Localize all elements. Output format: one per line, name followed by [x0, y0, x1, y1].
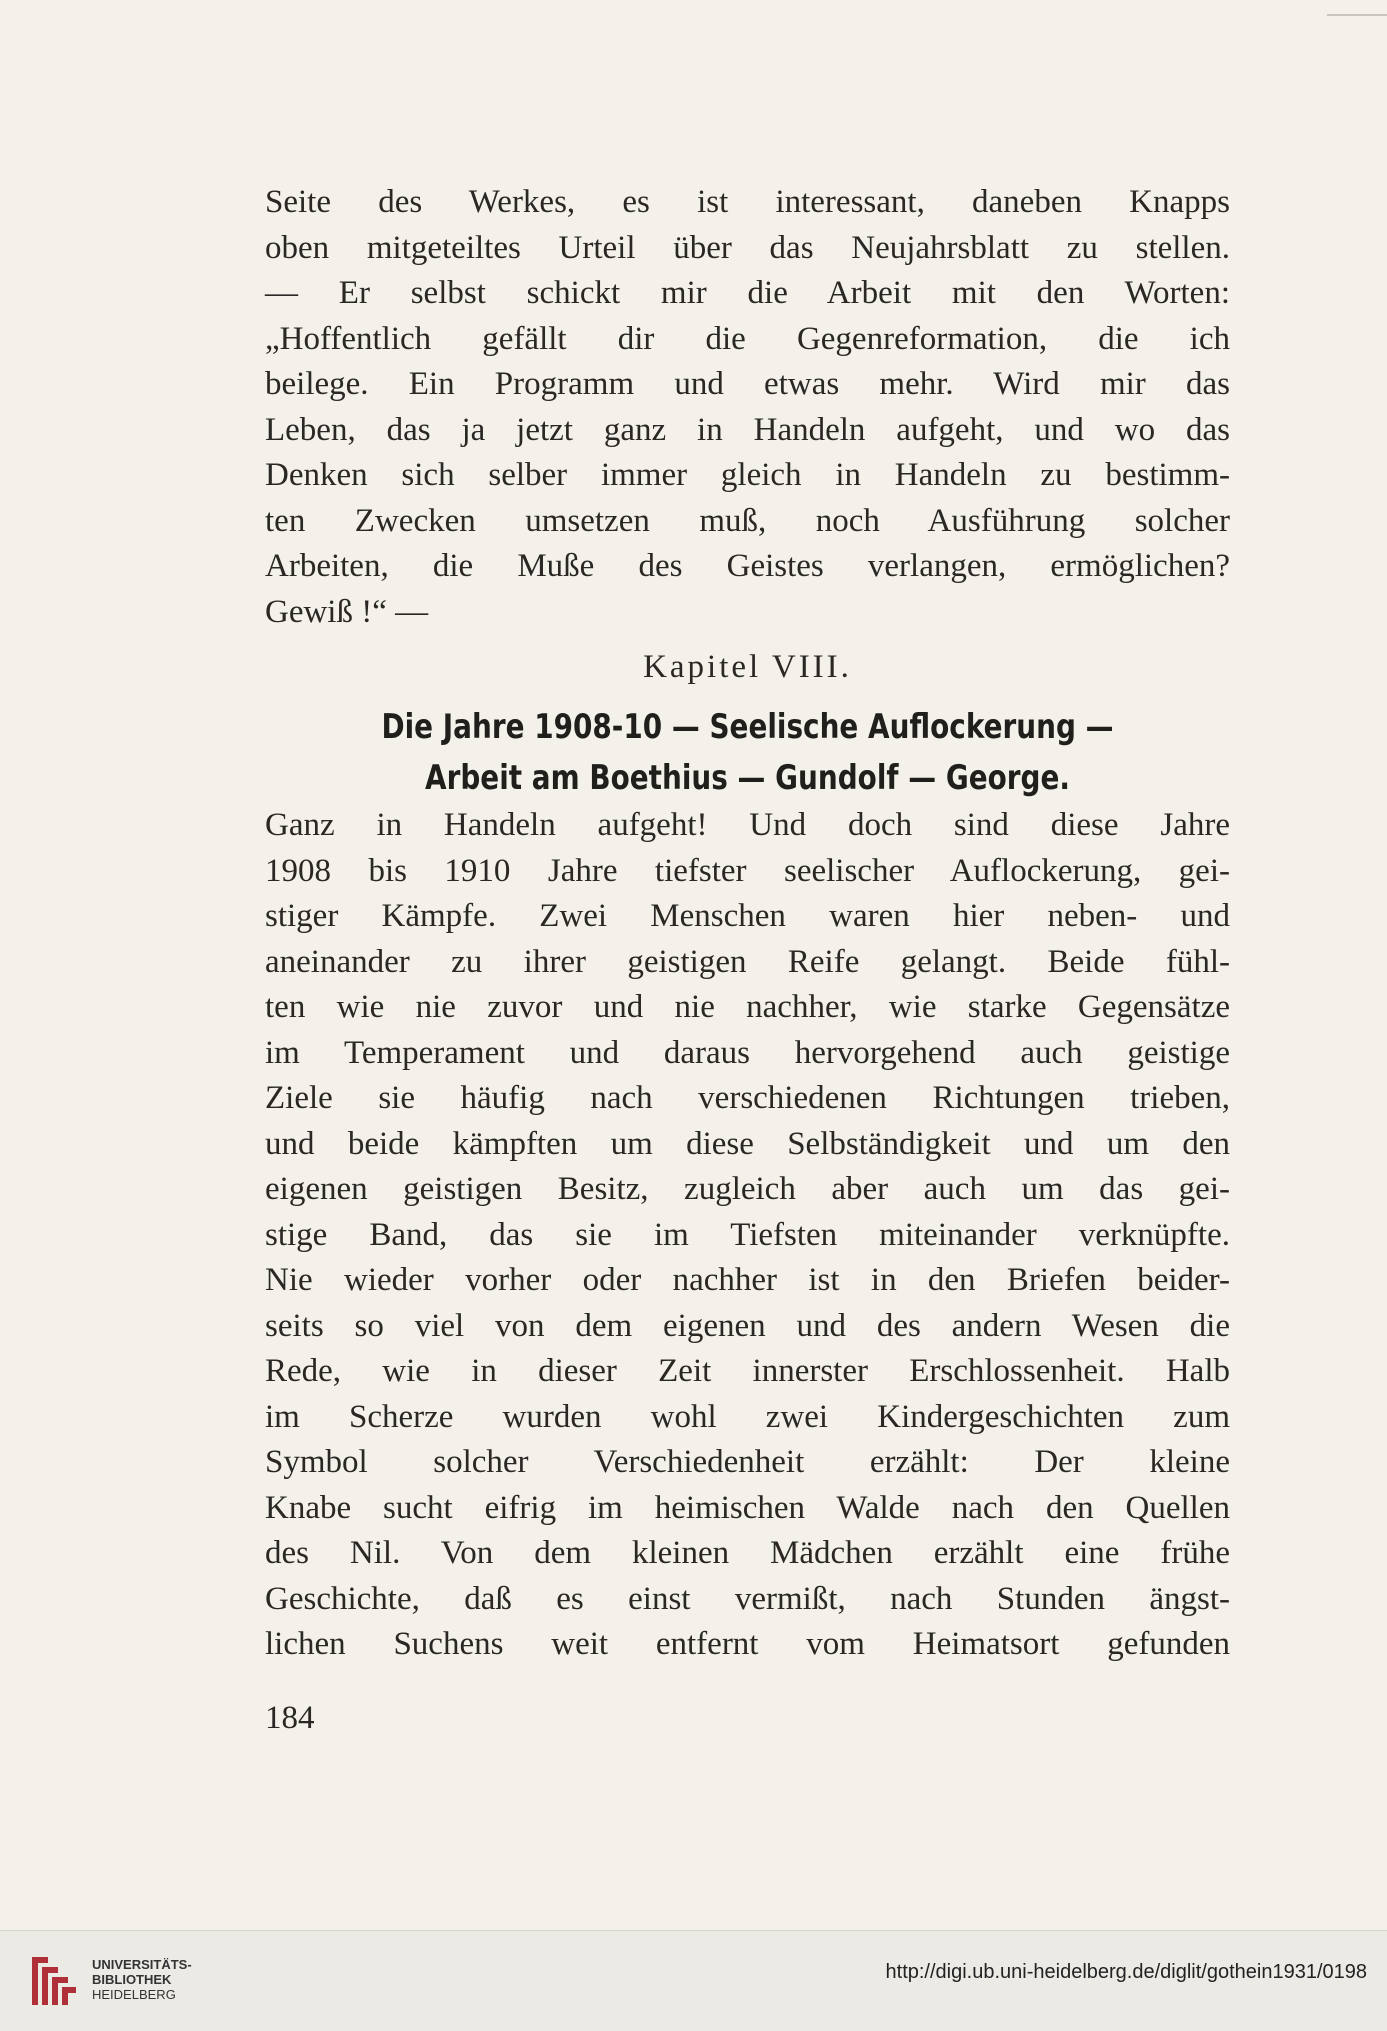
text-line: lichen Suchens weit entfernt vom Heimatsort gefunden	[265, 1626, 1230, 1662]
text-line: Arbeiten, die Muße des Geistes verlangen, ermöglichen?	[265, 548, 1230, 584]
text-line: Nie wieder vorher oder nachher ist in den Briefen beider-	[265, 1262, 1230, 1298]
text-line: Knabe sucht eifrig im heimischen Walde nach den Quellen	[265, 1489, 1230, 1526]
page-number: 184	[265, 1700, 315, 1736]
text-line: ten wie nie zuvor und nie nachher, wie starke Gegensätze	[265, 989, 1230, 1025]
text-line: Ziele sie häufig nach verschiedenen Richtungen trieben,	[265, 1080, 1230, 1116]
text-line: stige Band, das sie im Tiefsten miteinander verknüpfte.	[265, 1216, 1230, 1253]
library-name-line: BIBLIOTHEK	[92, 1972, 172, 1987]
text-line: Symbol solcher Verschiedenheit erzählt: Der kleine	[265, 1444, 1230, 1480]
text-line: Denken sich selber immer gleich in Handeln zu bestimm-	[265, 457, 1230, 493]
text-line: und beide kämpften um diese Selbständigkeit und um den	[265, 1125, 1230, 1162]
chapter-label: Kapitel VIII.	[643, 649, 852, 685]
text-line: — Er selbst schickt mir die Arbeit mit den Worten:	[265, 275, 1230, 311]
text-line: im Scherze wurden wohl zwei Kindergeschichten zum	[265, 1398, 1230, 1435]
text-line: Leben, das ja jetzt ganz in Handeln aufgeht, und wo das	[265, 411, 1230, 448]
text-line: oben mitgeteiltes Urteil über das Neujahrsblatt zu stellen.	[265, 229, 1230, 266]
paragraph-1	[265, 180, 1230, 635]
source-url-link[interactable]: http://digi.ub.uni-heidelberg.de/diglit/gothein1931/0198	[885, 1961, 1367, 1983]
text-line: Seite des Werkes, es ist interessant, daneben Knapps	[265, 184, 1230, 220]
text-line: stiger Kämpfe. Zwei Menschen waren hier neben- und	[265, 898, 1230, 934]
text-line: Ganz in Handeln aufgeht! Und doch sind diese Jahre	[265, 807, 1230, 843]
paragraph-2	[265, 803, 1230, 1668]
chapter-label-wrap	[265, 645, 1230, 691]
text-line: aneinander zu ihrer geistigen Reife gelangt. Beide fühl-	[265, 943, 1230, 980]
library-name-line: HEIDELBERG	[92, 1987, 176, 2002]
library-name-line: UNIVERSITÄTS-	[92, 1957, 192, 1972]
text-line: Geschichte, daß es einst vermißt, nach Stunden ängst-	[265, 1580, 1230, 1617]
text-line: „Hoffentlich gefällt dir die Gegenreformation, die ich	[265, 320, 1230, 357]
page-edge-mark	[1327, 14, 1387, 16]
text-line: 1908 bis 1910 Jahre tiefster seelischer Auflockerung, gei-	[265, 852, 1230, 889]
text-line: des Nil. Von dem kleinen Mädchen erzählt eine frühe	[265, 1535, 1230, 1571]
chapter-heading-line-1: Die Jahre 1908-10 — Seelische Auflockerung —	[381, 707, 1114, 747]
text-line: Rede, wie in dieser Zeit innerster Erschlossenheit. Halb	[265, 1353, 1230, 1389]
library-name	[92, 1957, 192, 2002]
text-line: eigenen geistigen Besitz, zugleich aber auch um das gei-	[265, 1171, 1230, 1207]
chapter-heading-line-2: Arbeit am Boethius — Gundolf — George.	[425, 758, 1070, 798]
digitization-footer	[0, 1930, 1387, 2031]
text-line: seits so viel von dem eigenen und des andern Wesen die	[265, 1307, 1230, 1344]
text-line: ten Zwecken umsetzen muß, noch Ausführung solcher	[265, 502, 1230, 539]
library-logo-icon	[26, 1951, 81, 2011]
text-line: im Temperament und daraus hervorgehend auch geistige	[265, 1034, 1230, 1071]
text-line: Gewiß !“ —	[265, 593, 429, 630]
text-line: beilege. Ein Programm und etwas mehr. Wird mir das	[265, 366, 1230, 402]
